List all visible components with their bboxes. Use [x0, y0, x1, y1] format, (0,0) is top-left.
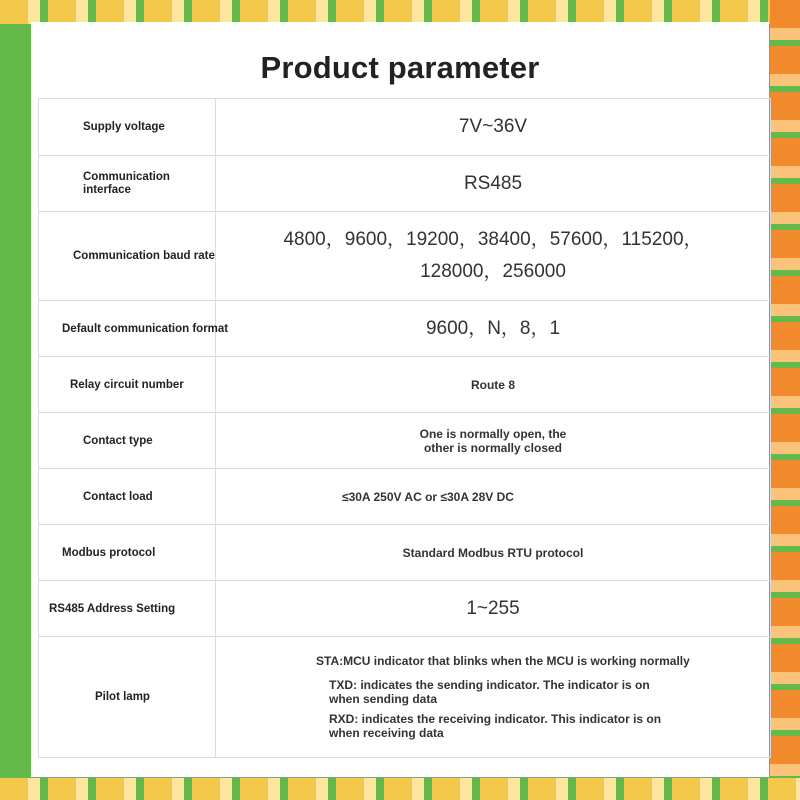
table-row: [39, 637, 771, 758]
parameter-sheet: [31, 22, 769, 777]
row-value: ≤30A 250V AC or ≤30A 28V DC: [342, 489, 514, 504]
row-label: Communication baud rate: [73, 250, 215, 262]
table-row: [39, 581, 771, 637]
decorative-border-right: [770, 0, 800, 800]
row-label: RS485 Address Setting: [49, 602, 176, 615]
row-value: 4800，9600，19200，38400，57600，115200， 128000，256000: [283, 229, 703, 282]
table-row: [39, 525, 771, 581]
row-value: RS485: [463, 172, 523, 194]
row-label: Supply voltage: [83, 121, 165, 133]
table-row: [39, 156, 771, 212]
table-row: [39, 212, 771, 301]
pilot-lamp-rxd: RXD: indicates the receiving indicator. This indicator is on when receiving data: [329, 712, 662, 740]
row-value: 9600，N，8，1: [425, 317, 561, 339]
row-label: Communication interface: [83, 170, 170, 196]
row-value: Route 8: [470, 377, 515, 392]
parameter-table: [38, 98, 771, 758]
page-title: Product parameter: [260, 50, 540, 85]
decorative-border-top: [0, 0, 800, 24]
pilot-lamp-txd: TXD: indicates the sending indicator. The indicator is on when sending data: [329, 678, 650, 706]
table-row: [39, 469, 771, 525]
table-row: [39, 357, 771, 413]
row-label: Pilot lamp: [95, 691, 150, 703]
row-value: One is normally open, the other is normally closed: [419, 426, 567, 455]
table-row: [39, 99, 771, 156]
row-label: Relay circuit number: [70, 378, 184, 391]
table-row: [39, 301, 771, 357]
table-row: [39, 413, 771, 469]
decorative-border-bottom: [0, 778, 800, 800]
row-label: Contact load: [83, 490, 153, 503]
pilot-lamp-list: [216, 654, 770, 740]
pilot-lamp-sta: STA:MCU indicator that blinks when the MCU is working normally: [316, 654, 690, 668]
row-label: Contact type: [83, 434, 153, 447]
row-value: 1~255: [466, 597, 520, 619]
row-label: Modbus protocol: [62, 546, 156, 559]
row-label: Default communication format: [62, 322, 229, 335]
row-value: 7V~36V: [458, 116, 528, 137]
row-value: Standard Modbus RTU protocol: [402, 545, 584, 560]
